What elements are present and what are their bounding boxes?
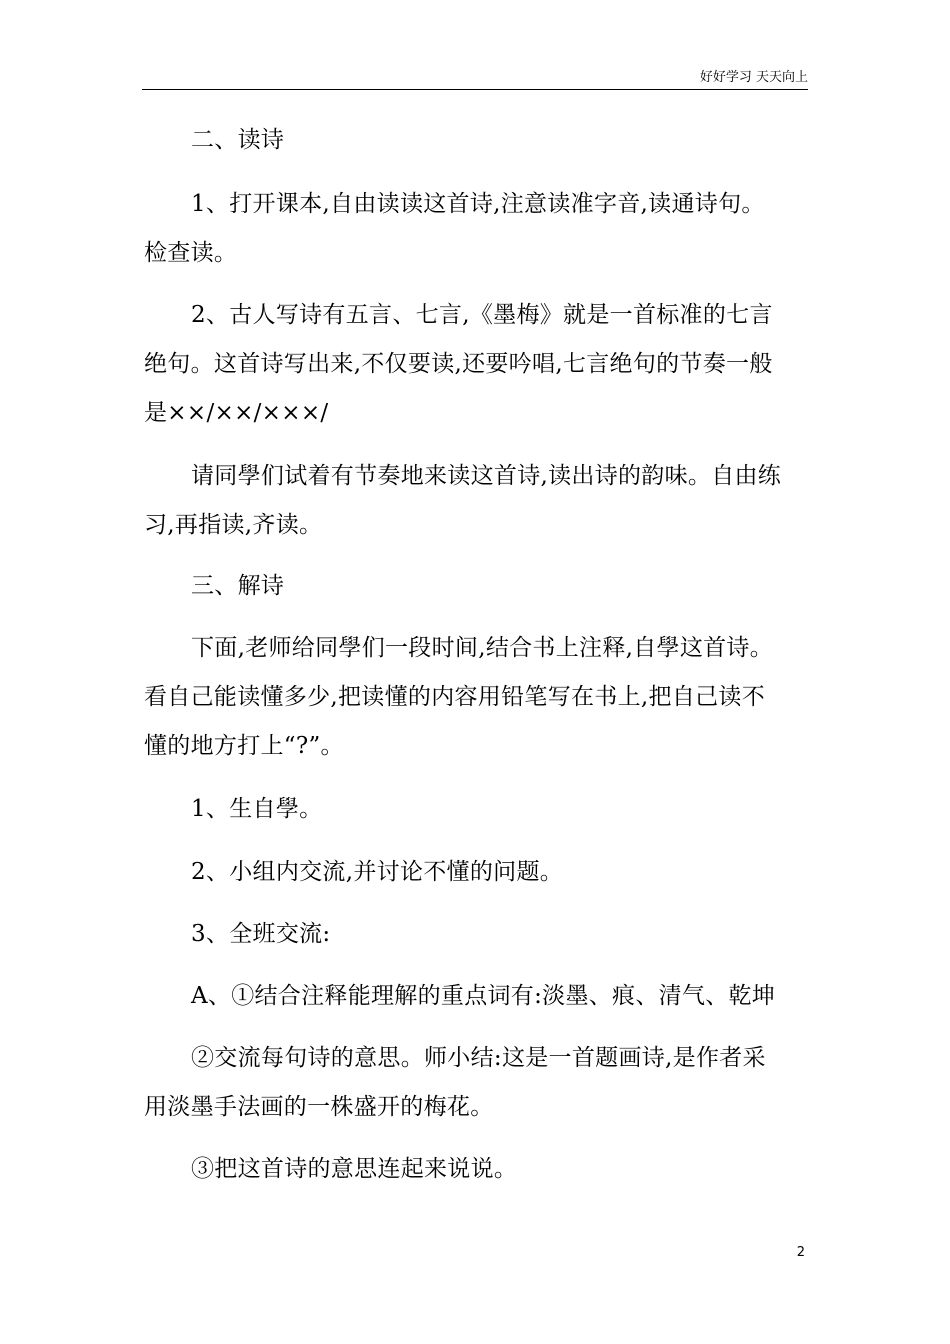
step-2 [144,848,808,897]
paragraph-line: 习,再指读,齐读。 [144,512,323,538]
paragraph-line: 下面,老师给同學们一段时间,结合书上注释,自學这首诗。 [191,635,774,661]
heading-text: 二、读诗 [191,127,285,153]
item-text: ③把这首诗的意思连起来说说。 [191,1156,518,1182]
step-text: 3、全班交流: [191,921,331,947]
item-a-key-words [144,972,808,1021]
item-b-sentence-meaning [144,1034,808,1132]
paragraph-line: 绝句。这首诗写出来,不仅要读,还要吟唱,七言绝句的节奏一般 [144,351,773,377]
paragraph-line: 2、古人写诗有五言、七言,《墨梅》就是一首标准的七言 [191,302,773,328]
section-heading-read-poem [144,116,808,165]
paragraph-line: 是××/××/×××/ [144,400,329,426]
paragraph-rhythm-reading [144,452,808,550]
paragraph-line: ②交流每句诗的意思。师小结:这是一首题画诗,是作者采 [191,1045,766,1071]
paragraph-line: 看自己能读懂多少,把读懂的内容用铅笔写在书上,把自己读不 [144,684,766,710]
step-1 [144,785,808,834]
heading-text: 三、解诗 [191,573,285,599]
paragraph-line: 1、打开课本,自由读读这首诗,注意读准字音,读通诗句。 [191,191,765,217]
step-3 [144,910,808,959]
paragraph-seven-character-poem [144,291,808,438]
paragraph-self-study [144,624,808,771]
step-text: 1、生自學。 [191,796,323,822]
section-heading-explain-poem [144,562,808,611]
step-text: 2、小组内交流,并讨论不懂的问题。 [191,859,564,885]
paragraph-line: 懂的地方打上“?”。 [144,733,344,759]
paragraph-line: 请同學们试着有节奏地来读这首诗,读出诗的韵味。自由练 [191,463,782,489]
page-number: 2 [796,1245,805,1260]
paragraph-open-textbook [144,180,808,278]
item-text: A、①结合注释能理解的重点词有:淡墨、痕、清气、乾坤 [191,983,776,1009]
running-header: 好好学习 天天向上 [699,70,808,85]
item-c-connect-meaning [144,1145,808,1194]
paragraph-line: 用淡墨手法画的一株盛开的梅花。 [144,1094,494,1120]
header-divider [142,89,808,90]
paragraph-line: 检查读。 [144,240,238,266]
